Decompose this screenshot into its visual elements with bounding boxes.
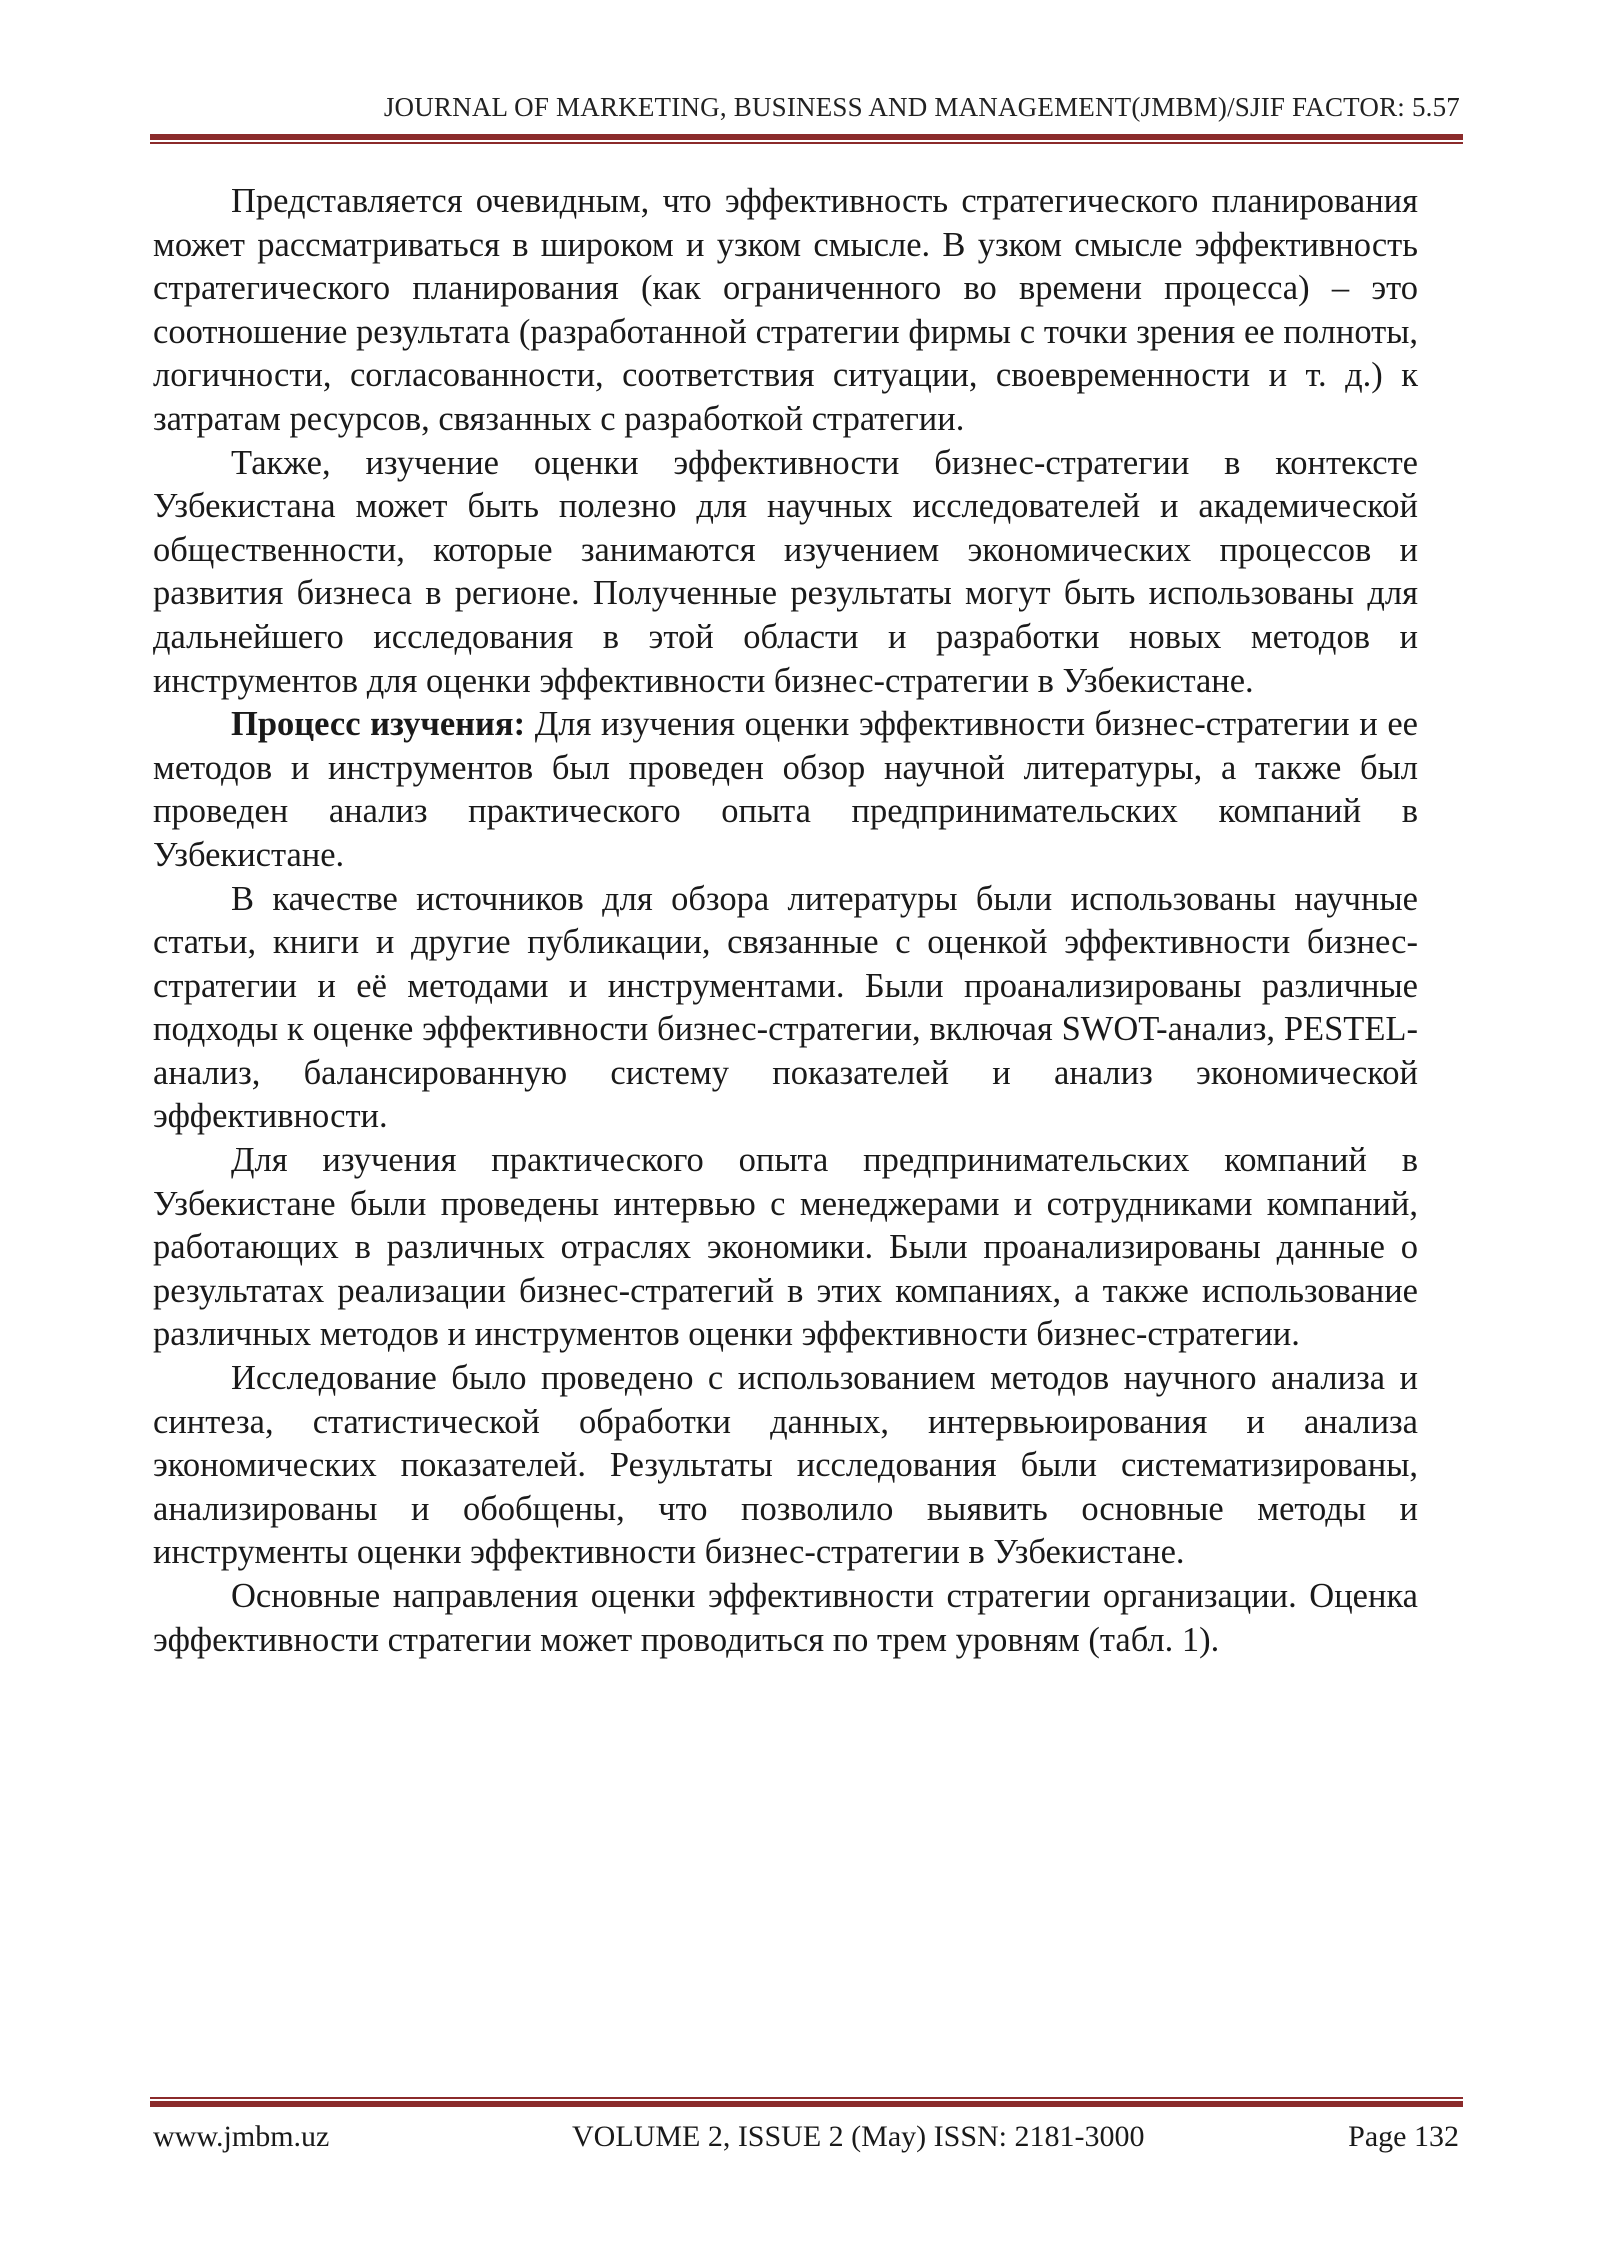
paragraph-1: Представляется очевидным, что эффективность стратегического планирования может рассматриваться в широком и узком смысле. В узком смысле эффективность стратегического планирования (как ограниченного во времени процесса) – это соотношение результата (разработанной стратегии фирмы с точки зрения ее полноты, логичности, согласованности, соответствия ситуации, своевременности и т. д.) к затратам ресурсов, связанных с разработкой стратегии.	[153, 182, 1418, 438]
paragraph-3-heading: Процесс изучения:	[231, 705, 526, 744]
paragraph-2: Также, изучение оценки эффективности бизнес-стратегии в контексте Узбекистана может быть полезно для научных исследователей и академической общественности, которые занимаются изучением экономических процессов и развития бизнеса в регионе. Полученные результаты могут быть использованы для дальнейшего исследования в этой области и разработки новых методов и инструментов для оценки эффективности бизнес-стратегии в Узбекистане.	[153, 443, 1418, 700]
paragraph-5: Для изучения практического опыта предпринимательских компаний в Узбекистане были проведены интервью с менеджерами и сотрудниками компаний, работающих в различных отраслях экономики. Были проанализированы данные о результатах реализации бизнес-стратегий в этих компаниях, а также использование различных методов и инструментов оценки эффективности бизнес-стратегии.	[153, 1141, 1418, 1354]
footer-website: www.jmbm.uz	[153, 2120, 330, 2153]
footer-page-number: Page 132	[1348, 2120, 1459, 2153]
footer-rule	[150, 2097, 1463, 2107]
paragraph-4: В качестве источников для обзора литературы были использованы научные статьи, книги и другие публикации, связанные с оценкой эффективности бизнес-стратегии и её методами и инструментами. Были проанализированы различные подходы к оценке эффективности бизнес-стратегии, включая SWOT-анализ, PESTEL-анализ, балансированную систему показателей и анализ экономической эффективности.	[153, 879, 1418, 1136]
paragraph-3	[153, 703, 1418, 877]
paragraph-7: Основные направления оценки эффективности стратегии организации. Оценка эффективности стратегии может проводиться по трем уровням (табл. 1).	[153, 1577, 1418, 1659]
journal-header: JOURNAL OF MARKETING, BUSINESS AND MANAGEMENT(JMBM)/SJIF FACTOR: 5.57	[383, 92, 1460, 122]
paragraph-6: Исследование было проведено с использованием методов научного анализа и синтеза, статистической обработки данных, интервьюирования и анализа экономических показателей. Результаты исследования были систематизированы, анализированы и обобщены, что позволило выявить основные методы и инструменты оценки эффективности бизнес-стратегии в Узбекистане.	[153, 1359, 1418, 1572]
article-body	[153, 180, 1418, 1662]
paragraph-3-text: Для изучения оценки эффективности бизнес-стратегии и ее методов и инструментов был проведен обзор научной литературы, а также был проведен анализ практического опыта предпринимательских компаний в Узбекистане.	[153, 705, 1418, 874]
page-footer	[150, 2120, 1463, 2160]
footer-volume-issn: VOLUME 2, ISSUE 2 (May) ISSN: 2181-3000	[572, 2120, 1145, 2153]
header-rule	[150, 134, 1463, 144]
